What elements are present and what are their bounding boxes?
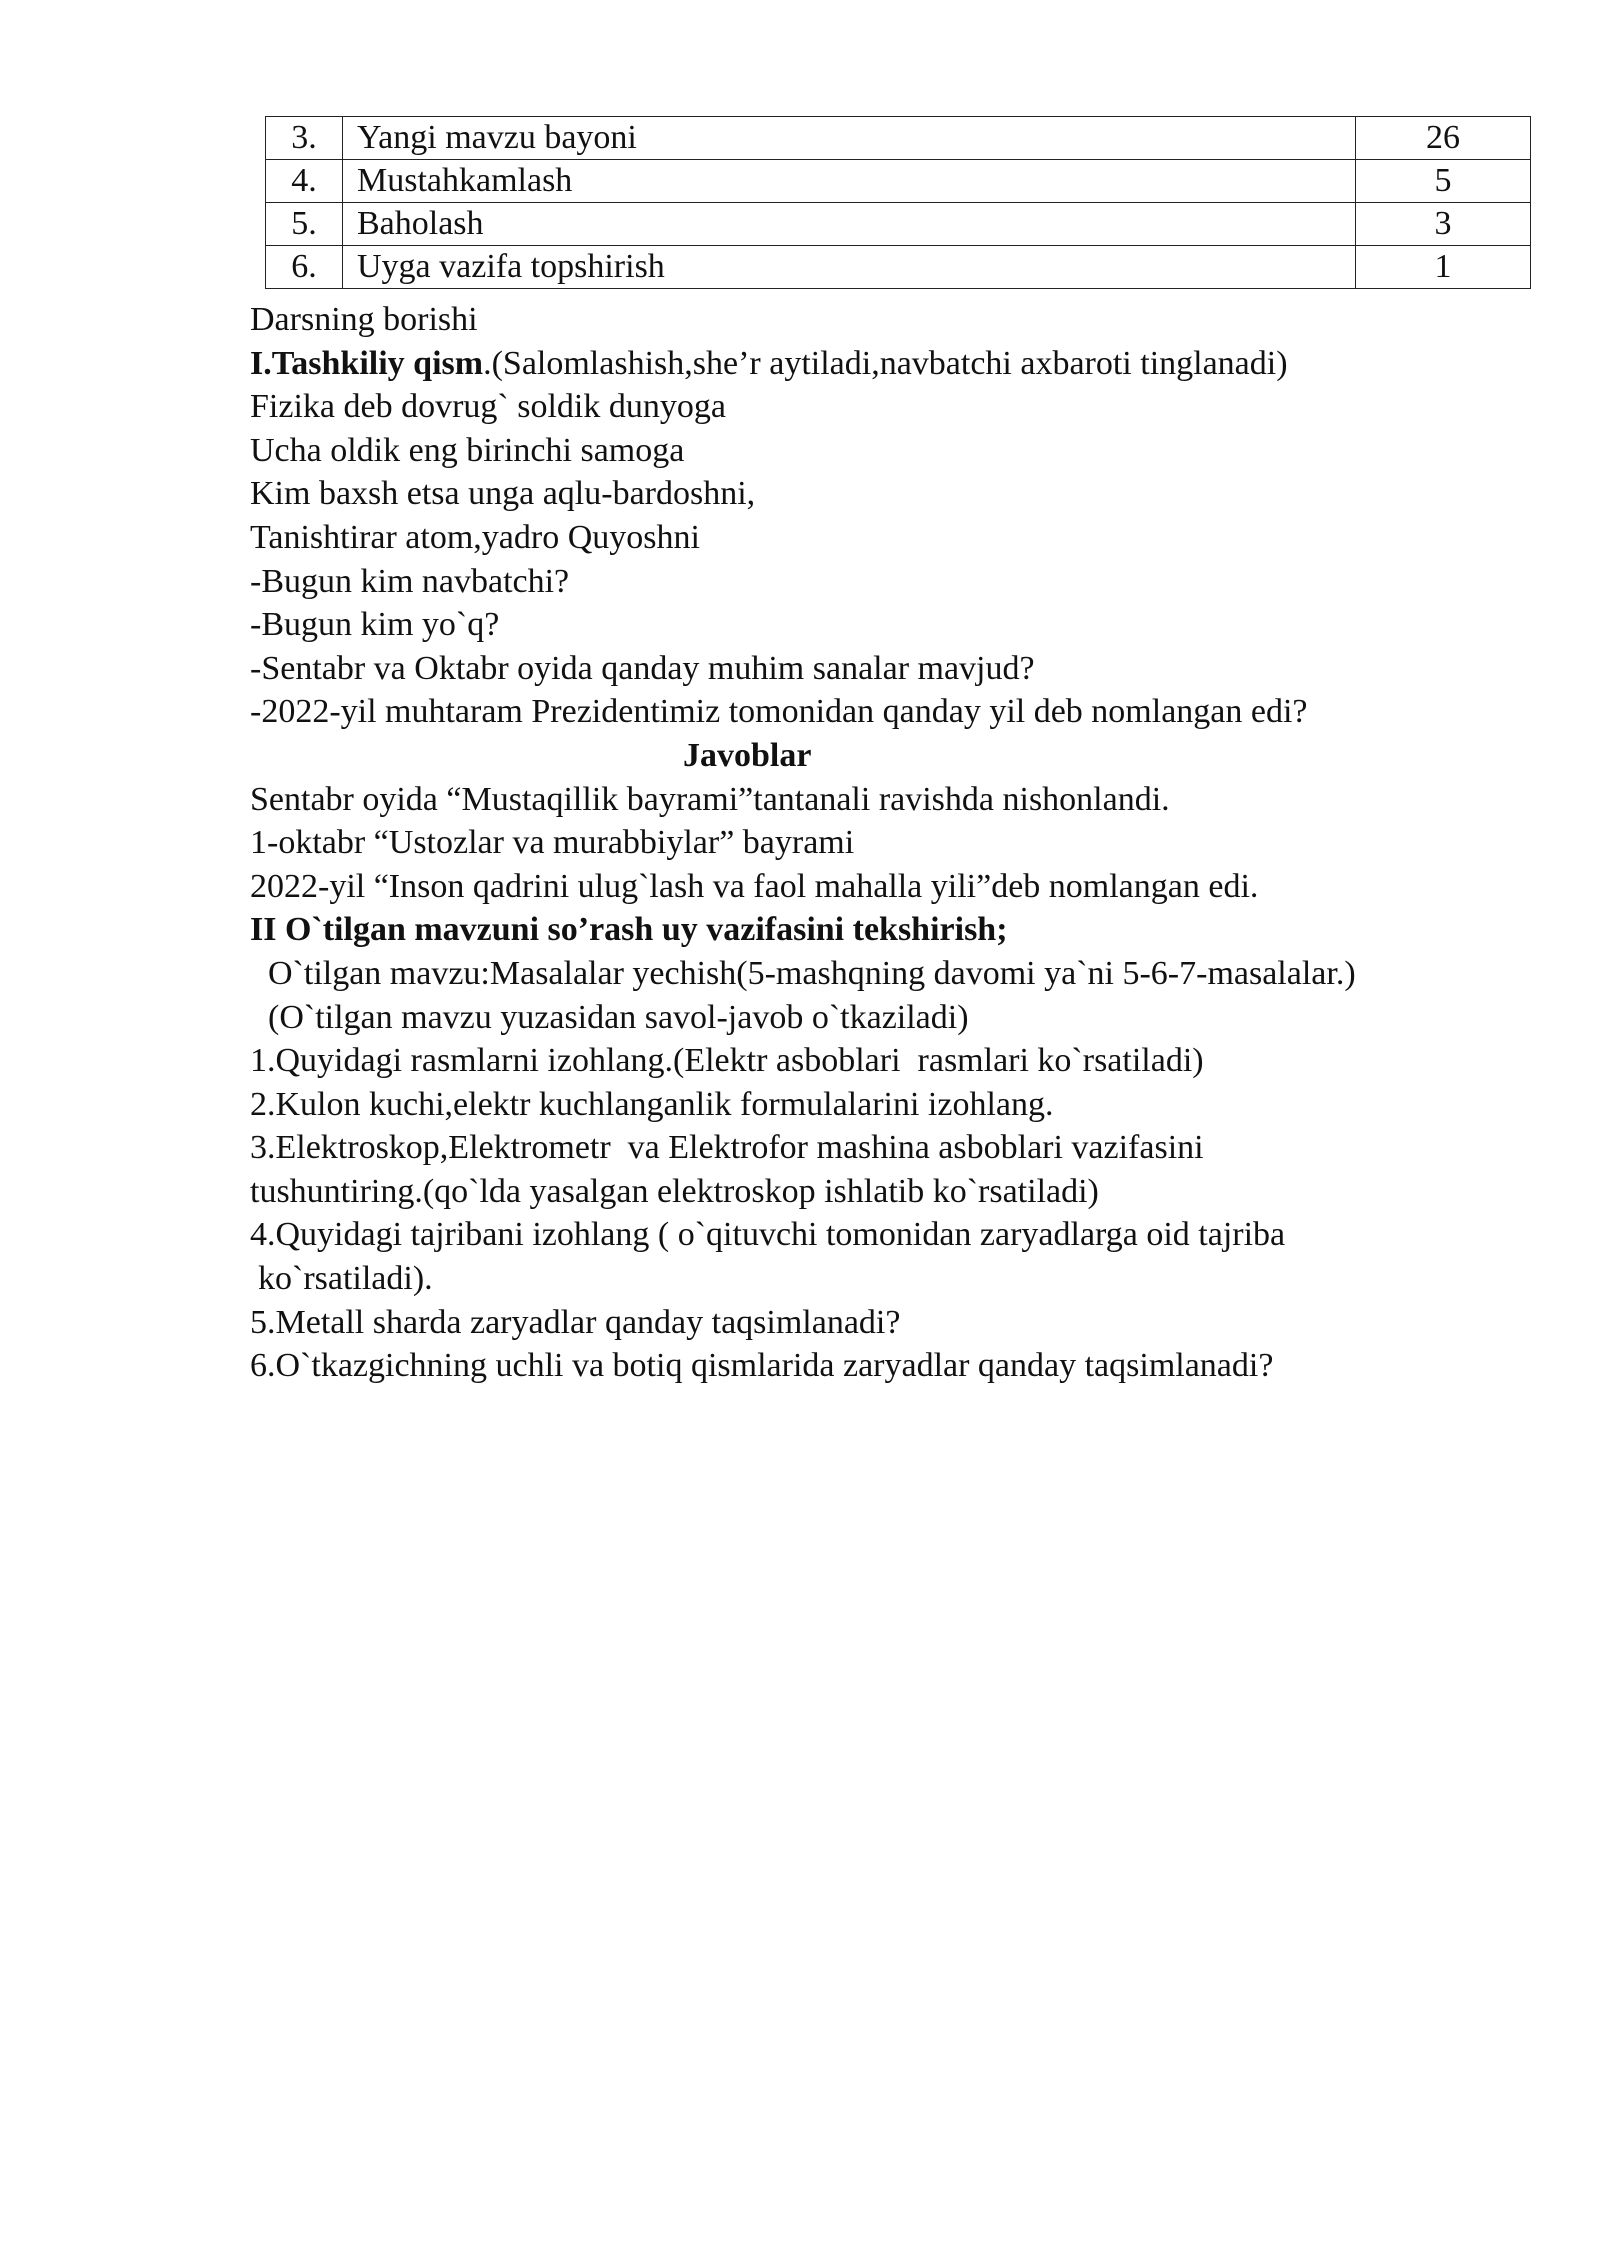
part1-note: .(Salomlashish,she’r aytiladi,navbatchi axbaroti tinglanadi) <box>483 344 1288 382</box>
review-question: 4.Quyidagi tajribani izohlang ( o`qituvchi tomonidan zaryadlarga oid tajriba <box>250 1216 1286 1254</box>
stage-minutes: 26 <box>1356 117 1531 160</box>
answer-line: 1-oktabr “Ustozlar va murabbiylar” bayrami <box>250 824 855 862</box>
previous-topic: O`tilgan mavzu:Masalalar yechish(5-mashqning davomi ya`ni 5-6-7-masalalar.) <box>268 954 1356 992</box>
review-question: 1.Quyidagi rasmlarni izohlang.(Elektr asboblari rasmlari ko`rsatiladi) <box>250 1042 1204 1080</box>
answers-title: Javoblar <box>683 736 812 774</box>
section-heading: Darsning borishi <box>250 301 478 338</box>
part1-heading-line <box>250 342 1550 386</box>
poem-line: Tanishtirar atom,yadro Quyoshni <box>250 518 700 556</box>
stage-minutes: 3 <box>1356 203 1531 246</box>
question-line: -2022-yil muhtaram Prezidentimiz tomonidan qanday yil deb nomlangan edi? <box>250 693 1308 731</box>
row-number: 5. <box>266 203 343 246</box>
stage-name: Yangi mavzu bayoni <box>343 117 1356 160</box>
part2-title: II O`tilgan mavzuni so’rash uy vazifasini tekshirish; <box>250 911 1008 949</box>
review-question: 5.Metall sharda zaryadlar qanday taqsimlanadi? <box>250 1303 901 1341</box>
stage-name: Mustahkamlash <box>343 160 1356 203</box>
stage-minutes: 5 <box>1356 160 1531 203</box>
lesson-plan-table <box>265 116 1531 289</box>
stage-name: Baholash <box>343 203 1356 246</box>
question-line: -Bugun kim navbatchi? <box>250 562 570 600</box>
poem-line: Kim baxsh etsa unga aqlu-bardoshni, <box>250 475 756 513</box>
stage-name: Uyga vazifa topshirish <box>343 246 1356 289</box>
table-row <box>266 160 1531 203</box>
row-number: 6. <box>266 246 343 289</box>
question-line: -Bugun kim yo`q? <box>250 606 500 644</box>
part1-title: I.Tashkiliy qism <box>250 344 484 382</box>
review-question: 2.Kulon kuchi,elektr kuchlanganlik formulalarini izohlang. <box>250 1085 1054 1123</box>
table-row <box>266 246 1531 289</box>
review-question: 6.O`tkazgichning uchli va botiq qismlarida zaryadlar qanday taqsimlanadi? <box>250 1347 1274 1385</box>
review-question: 3.Elektroskop,Elektrometr va Elektrofor mashina asboblari vazifasini <box>250 1129 1204 1167</box>
answer-line: 2022-yil “Inson qadrini ulug`lash va faol mahalla yili”deb nomlangan edi. <box>250 867 1259 905</box>
row-number: 4. <box>266 160 343 203</box>
lesson-flow-text <box>250 298 1550 1388</box>
previous-topic-note: (O`tilgan mavzu yuzasidan savol-javob o`tkaziladi) <box>268 998 969 1036</box>
poem-line: Ucha oldik eng birinchi samoga <box>250 431 685 469</box>
review-question-continued: ko`rsatiladi). <box>258 1260 433 1298</box>
question-line: -Sentabr va Oktabr oyida qanday muhim sanalar mavjud? <box>250 649 1035 687</box>
row-number: 3. <box>266 117 343 160</box>
table-row <box>266 203 1531 246</box>
answer-line: Sentabr oyida “Mustaqillik bayrami”tantanali ravishda nishonlandi. <box>250 780 1170 818</box>
poem-line: Fizika deb dovrug` soldik dunyoga <box>250 388 726 426</box>
table-row <box>266 117 1531 160</box>
stage-minutes: 1 <box>1356 246 1531 289</box>
review-question-continued: tushuntiring.(qo`lda yasalgan elektroskop ishlatib ko`rsatiladi) <box>250 1172 1099 1210</box>
